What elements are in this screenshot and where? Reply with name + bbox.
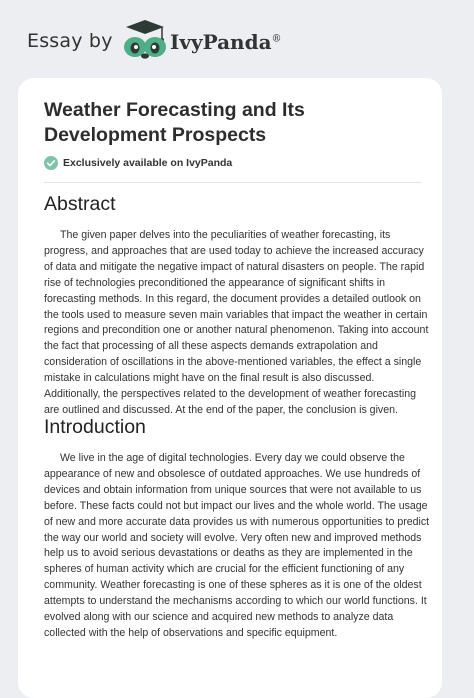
essay-card — [18, 78, 442, 698]
introduction-heading: Introduction — [44, 416, 146, 438]
availability-note — [44, 155, 232, 171]
divider — [44, 182, 422, 183]
introduction-paragraph: We live in the age of digital technologies. Every day we could observe the appearance of new and obsolesce of outdated approaches. We use hundreds of devices and obtain information from unique sources that were not available to us before. These facts could not but impact our lives and the whole world. The usage of new and more accurate data provides us with numerous opportunities to predict the way our world and society will evolve. Very often new and improved methods help us to avoid serious devastations or deaths as they are implemented in the spheres of human activity which are crucial for the efficient functioning of any community. Weather forecasting is one of these spheres as it is one of the oldest attempts to understand the mechanisms according to which our world functions. It evolved along with our science and acquired new methods to analyze data collected with the help of observations and specific equipment. — [44, 452, 430, 639]
essay-by-label: Essay by — [27, 30, 113, 52]
registered-mark: ® — [271, 33, 282, 45]
abstract-paragraph: The given paper delves into the peculiarities of weather forecasting, its progress, and approaches that are used today to achieve the increased accuracy of data and mitigate the negative impact of natural disasters on people. The rapid rise of technologies preconditioned the appearance of significant shifts in forecasting methods. In this regard, the document provides a detailed outlook on the tools used to measure seven main variables that impact the weather in certain regions and precondition one or another natural phenomenon. Taking into account the fact that processing of all these aspects demands extrapolation and consideration of oscillations in the above-mentioned variables, the effect a single mistake in calculations might have on the final result is also discussed. Additionally, the perspectives related to the development of weather forecasting are outlined and discussed. At the end of the paper, the conclusion is given. — [44, 229, 429, 416]
availability-text: Exclusively available on IvyPanda — [63, 157, 233, 169]
essay-title: Weather Forecasting and Its Development Prospects — [44, 99, 305, 146]
panda-graduate-icon[interactable] — [118, 17, 170, 61]
site-header — [0, 0, 474, 76]
brand-logo-text[interactable]: IvyPanda® — [170, 30, 282, 54]
check-circle-icon — [44, 156, 58, 170]
abstract-heading: Abstract — [44, 193, 116, 215]
